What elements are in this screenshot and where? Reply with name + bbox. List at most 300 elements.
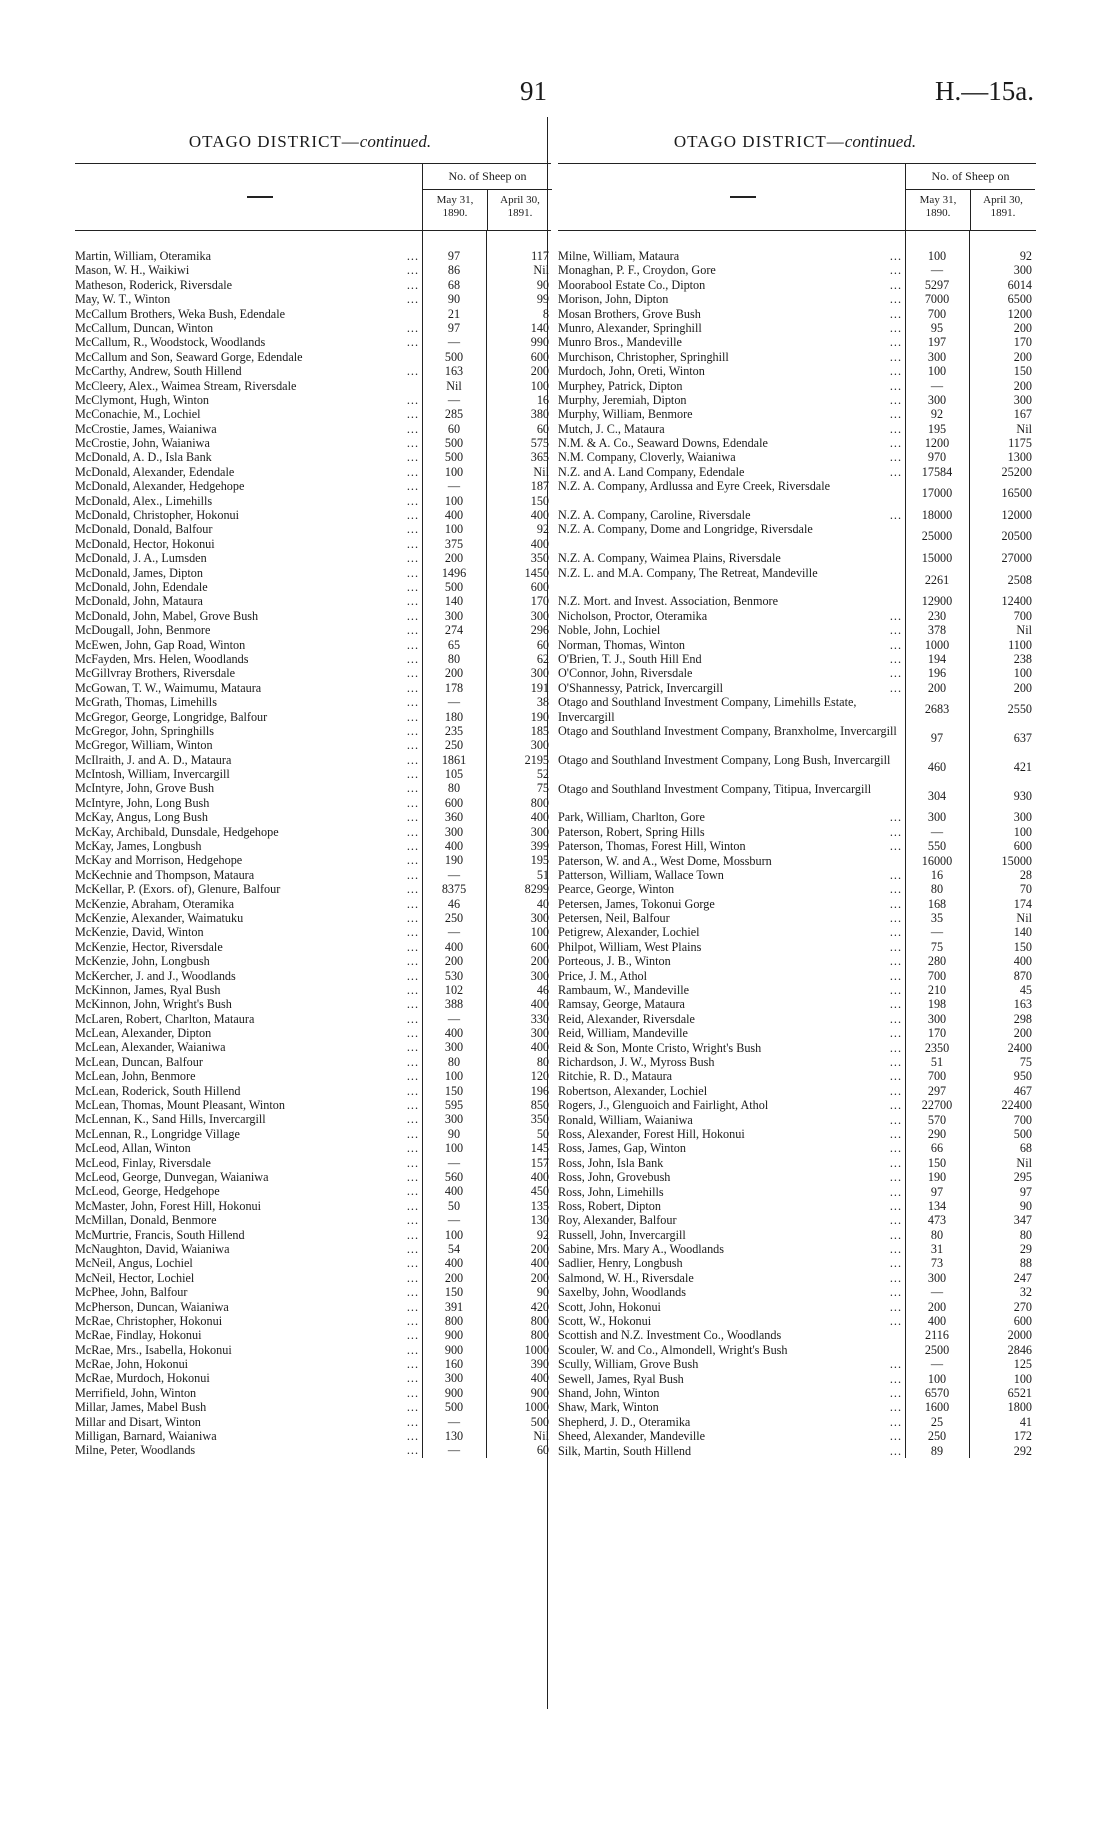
leader-dots: ... bbox=[406, 608, 419, 623]
table-row bbox=[558, 1084, 1036, 1098]
table-row bbox=[558, 1156, 1036, 1170]
table-row bbox=[75, 954, 551, 968]
owner-name: McKinnon, John, Wright's Bush bbox=[75, 997, 232, 1012]
owner-name: McPherson, Duncan, Waianiwa bbox=[75, 1299, 229, 1314]
sheep-1890: 500 bbox=[444, 349, 464, 364]
sheep-count-header bbox=[422, 164, 552, 230]
leader-dots: ... bbox=[406, 1184, 419, 1199]
sheep-1890: 400 bbox=[444, 839, 464, 854]
table-row bbox=[558, 350, 1036, 364]
sheep-1891: 99 bbox=[536, 292, 549, 307]
leader-dots: ... bbox=[889, 1054, 902, 1069]
sheep-1890: 95 bbox=[930, 320, 944, 335]
sheep-1891: 90 bbox=[536, 1285, 549, 1300]
sheep-1890: 25000 bbox=[921, 529, 953, 544]
sheep-1890: 100 bbox=[444, 1227, 464, 1242]
leader-dots: ... bbox=[406, 939, 419, 954]
sheep-1890: 46 bbox=[447, 896, 461, 911]
leader-dots: ... bbox=[406, 1357, 419, 1372]
sheep-1891: 174 bbox=[1013, 896, 1032, 911]
table-row bbox=[558, 450, 1036, 464]
sheep-1890: 2116 bbox=[925, 1328, 949, 1343]
leader-dots: ... bbox=[406, 421, 419, 436]
leader-dots: ... bbox=[406, 594, 419, 609]
sheep-1890: 75 bbox=[930, 939, 944, 954]
sheep-1891: 400 bbox=[1013, 954, 1032, 969]
leader-dots: ... bbox=[406, 249, 419, 263]
table-row bbox=[75, 911, 551, 925]
table-row bbox=[75, 1343, 551, 1357]
sheep-1890: 2683 bbox=[924, 702, 950, 717]
table-row bbox=[558, 825, 1036, 839]
owner-name: Murphy, William, Benmore bbox=[558, 407, 693, 422]
leader-dots: ... bbox=[889, 810, 902, 825]
sheep-1891: 400 bbox=[530, 1170, 549, 1184]
table-row bbox=[75, 983, 551, 997]
owner-name: N.Z. A. Company, Caroline, Riversdale bbox=[558, 508, 751, 523]
leader-dots: ... bbox=[889, 320, 902, 335]
owner-name: Petersen, James, Tokonui Gorge bbox=[558, 896, 715, 911]
table-row bbox=[558, 1314, 1036, 1328]
owner-name: N.Z. A. Company, Ardlussa and Eyre Creek, Riversdale bbox=[558, 479, 831, 494]
sheep-1891: 2000 bbox=[1007, 1328, 1032, 1343]
right-table-body bbox=[558, 249, 1036, 1458]
sheep-1891: 637 bbox=[1013, 730, 1032, 745]
table-row bbox=[75, 1314, 551, 1328]
owner-name: Salmond, W. H., Riversdale bbox=[558, 1270, 694, 1285]
sheep-1890: 160 bbox=[444, 1357, 464, 1372]
owner-name: McCarthy, Andrew, South Hillend bbox=[75, 364, 242, 379]
table-row bbox=[558, 522, 1036, 551]
sheep-1890: 35 bbox=[930, 911, 944, 926]
sheep-1891: 1175 bbox=[1008, 436, 1032, 451]
sheep-1891: 62 bbox=[536, 651, 549, 666]
owner-name: Park, William, Charlton, Gore bbox=[558, 810, 705, 825]
owner-name: Munro Bros., Mandeville bbox=[558, 335, 682, 350]
table-row bbox=[558, 681, 1036, 695]
sheep-1891: 400 bbox=[530, 1040, 549, 1055]
owner-name: Richardson, J. W., Myross Bush bbox=[558, 1054, 715, 1069]
owner-name: Munro, Alexander, Springhill bbox=[558, 320, 702, 335]
table-row bbox=[558, 479, 1036, 508]
sheep-1891: 247 bbox=[1013, 1270, 1032, 1285]
leader-dots: ... bbox=[889, 1155, 902, 1170]
leader-dots: ... bbox=[889, 450, 902, 465]
leader-dots: ... bbox=[889, 1126, 902, 1141]
leader-dots: ... bbox=[406, 1011, 419, 1026]
sheep-1890: — bbox=[930, 1285, 944, 1300]
sheep-1890: — bbox=[447, 1414, 461, 1429]
sheep-1890: 97 bbox=[447, 320, 461, 335]
sheep-1891: 117 bbox=[531, 249, 549, 263]
leader-dots: ... bbox=[406, 1414, 419, 1429]
sheep-1890: 1200 bbox=[924, 436, 950, 451]
sheep-1891: 163 bbox=[1013, 997, 1032, 1012]
table-row bbox=[558, 1328, 1036, 1342]
table-row bbox=[558, 1098, 1036, 1112]
owner-name: McLeod, Allan, Winton bbox=[75, 1141, 191, 1156]
table-row bbox=[75, 1443, 551, 1457]
table-row bbox=[558, 609, 1036, 623]
leader-dots: ... bbox=[406, 997, 419, 1012]
owner-name: McCallum and Son, Seaward Gorge, Edendale bbox=[75, 349, 303, 364]
sheep-1890: 200 bbox=[444, 666, 464, 681]
table-row bbox=[558, 1170, 1036, 1184]
leader-dots: ... bbox=[406, 1270, 419, 1285]
sheep-1891: 575 bbox=[530, 436, 549, 451]
table-row bbox=[75, 710, 551, 724]
sheep-1891: 950 bbox=[1013, 1069, 1032, 1084]
sheep-1891: 850 bbox=[530, 1098, 549, 1113]
owner-name: Morison, John, Dipton bbox=[558, 292, 669, 307]
table-row bbox=[75, 609, 551, 623]
leader-dots: ... bbox=[406, 1198, 419, 1213]
leader-dots: ... bbox=[889, 1242, 902, 1257]
owner-name: Sadlier, Henry, Longbush bbox=[558, 1256, 683, 1271]
sheep-1890: 595 bbox=[444, 1098, 464, 1113]
table-row bbox=[75, 1300, 551, 1314]
table-row bbox=[75, 1112, 551, 1126]
sheep-1891: 400 bbox=[530, 536, 549, 551]
owner-name: Paterson, Thomas, Forest Hill, Winton bbox=[558, 839, 746, 854]
sheep-1891: 27000 bbox=[1001, 551, 1032, 566]
owner-name: McRae, John, Hokonui bbox=[75, 1357, 189, 1372]
owner-name: McDonald, Donald, Balfour bbox=[75, 522, 213, 537]
leader-dots: ... bbox=[406, 1385, 419, 1400]
table-row bbox=[75, 853, 551, 867]
sheep-1891: Nil bbox=[1016, 421, 1032, 436]
sheep-1891: 60 bbox=[536, 1443, 549, 1458]
leader-dots: ... bbox=[406, 1040, 419, 1055]
table-row bbox=[75, 278, 551, 292]
leader-dots: ... bbox=[406, 536, 419, 551]
leader-dots: ... bbox=[889, 1429, 902, 1444]
table-row bbox=[75, 810, 551, 824]
owner-name: Ramsay, George, Mataura bbox=[558, 997, 685, 1012]
leader-dots: ... bbox=[889, 1256, 902, 1271]
leader-dots: ... bbox=[406, 680, 419, 695]
sheep-1891: 100 bbox=[530, 378, 549, 393]
sheep-1890: 80 bbox=[930, 882, 944, 897]
table-row bbox=[75, 666, 551, 680]
leader-dots: ... bbox=[406, 407, 419, 422]
owner-name: McCrostie, John, Waianiwa bbox=[75, 436, 210, 451]
owner-name: Russell, John, Invercargill bbox=[558, 1227, 686, 1242]
sheep-1890: 400 bbox=[444, 939, 464, 954]
leader-dots: ... bbox=[406, 464, 419, 479]
leader-dots: ... bbox=[889, 680, 902, 695]
sheep-1891: 500 bbox=[1013, 1126, 1032, 1141]
table-row bbox=[558, 321, 1036, 335]
owner-name: May, W. T., Winton bbox=[75, 292, 171, 307]
table-row bbox=[558, 1055, 1036, 1069]
owner-name: Millar and Disart, Winton bbox=[75, 1414, 201, 1429]
sheep-1890: — bbox=[930, 263, 944, 278]
owner-name: McLean, John, Benmore bbox=[75, 1069, 196, 1084]
owner-name: N.Z. A. Company, Waimea Plains, Riversdale bbox=[558, 551, 781, 566]
leader-dots: ... bbox=[406, 723, 419, 738]
sheep-1890: — bbox=[447, 867, 461, 882]
sheep-1890: 300 bbox=[927, 1270, 947, 1285]
sheep-1890: 1000 bbox=[924, 637, 950, 652]
leader-dots: ... bbox=[406, 767, 419, 782]
sheep-1891: 330 bbox=[530, 1011, 549, 1026]
owner-name: Moorabool Estate Co., Dipton bbox=[558, 277, 706, 292]
owner-name: Pearce, George, Winton bbox=[558, 882, 675, 897]
owner-name: McLean, Thomas, Mount Pleasant, Winton bbox=[75, 1098, 285, 1113]
owner-name: Murdoch, John, Oreti, Winton bbox=[558, 364, 705, 379]
table-row bbox=[75, 350, 551, 364]
sheep-1891: 6521 bbox=[1007, 1385, 1032, 1400]
sheep-1891: 200 bbox=[530, 1241, 549, 1256]
table-row bbox=[75, 897, 551, 911]
sheep-1890: 16000 bbox=[921, 853, 953, 868]
leader-dots: ... bbox=[889, 364, 902, 379]
leader-dots: ... bbox=[406, 810, 419, 825]
table-row bbox=[558, 278, 1036, 292]
sheep-1890: 500 bbox=[444, 579, 464, 594]
table-row bbox=[558, 465, 1036, 479]
sheep-1890: 200 bbox=[927, 1299, 947, 1314]
sheep-1890: 297 bbox=[927, 1083, 947, 1098]
sheep-1890: 1600 bbox=[924, 1400, 950, 1415]
table-row bbox=[75, 767, 551, 781]
leader-dots: ... bbox=[406, 968, 419, 983]
sheep-1890: 570 bbox=[927, 1112, 947, 1127]
sheep-1891: 45 bbox=[1019, 983, 1032, 998]
table-row bbox=[558, 1041, 1036, 1055]
owner-name: Paterson, Robert, Spring Hills bbox=[558, 824, 705, 839]
sheep-1891: 172 bbox=[1013, 1429, 1032, 1444]
sheep-1890: 180 bbox=[444, 709, 464, 724]
sheep-1890: Nil bbox=[446, 378, 462, 393]
table-row bbox=[558, 882, 1036, 896]
sheep-1890: — bbox=[447, 695, 461, 710]
sheep-1890: 210 bbox=[927, 983, 947, 998]
sheep-1891: 400 bbox=[530, 810, 549, 825]
leader-dots: ... bbox=[889, 651, 902, 666]
owner-name: Martin, William, Oteramika bbox=[75, 249, 212, 263]
leader-dots: ... bbox=[406, 1213, 419, 1228]
owner-name: McKay, Archibald, Dunsdale, Hedgehope bbox=[75, 824, 279, 839]
leader-dots: ... bbox=[406, 1083, 419, 1098]
leader-dots: ... bbox=[889, 954, 902, 969]
sheep-1890: 900 bbox=[444, 1328, 464, 1343]
sheep-1890: 140 bbox=[444, 594, 464, 609]
leader-dots: ... bbox=[406, 882, 419, 897]
owner-name: McMillan, Donald, Benmore bbox=[75, 1213, 217, 1228]
leader-dots: ... bbox=[406, 1227, 419, 1242]
sheep-1891: 157 bbox=[530, 1155, 549, 1170]
leader-dots: ... bbox=[889, 1011, 902, 1026]
table-row bbox=[75, 407, 551, 421]
owner-name: McKenzie, Hector, Riversdale bbox=[75, 939, 223, 954]
owner-name: Rogers, J., Glenguoich and Fairlight, Athol bbox=[558, 1098, 769, 1113]
sheep-1890: 17000 bbox=[921, 486, 953, 501]
owner-name: Milne, Peter, Woodlands bbox=[75, 1443, 196, 1458]
sheep-1891: 145 bbox=[530, 1141, 549, 1156]
sheep-1891: 187 bbox=[530, 479, 549, 494]
sheep-1891: Nil bbox=[533, 464, 549, 479]
owner-name: McLennan, R., Longridge Village bbox=[75, 1126, 240, 1141]
owner-name: McKay, James, Longbush bbox=[75, 839, 202, 854]
sheep-1891: 125 bbox=[1013, 1357, 1032, 1372]
owner-name: McDonald, Hector, Hokonui bbox=[75, 536, 215, 551]
owner-name: Sabine, Mrs. Mary A., Woodlands bbox=[558, 1242, 725, 1257]
right-table bbox=[558, 163, 1036, 1458]
owner-name: McLeod, George, Dunvegan, Waianiwa bbox=[75, 1170, 269, 1184]
sheep-1891: 700 bbox=[1013, 1112, 1032, 1127]
sheep-1891: 92 bbox=[1019, 249, 1032, 263]
sheep-1890: 600 bbox=[444, 795, 464, 810]
owner-name: Nicholson, Proctor, Oteramika bbox=[558, 608, 708, 623]
sheep-1890: 700 bbox=[927, 1069, 947, 1084]
sheep-1890: 700 bbox=[927, 306, 947, 321]
sheep-1891: 2508 bbox=[1007, 572, 1032, 587]
sheep-1890: — bbox=[930, 824, 944, 839]
owner-name: McFayden, Mrs. Helen, Woodlands bbox=[75, 651, 249, 666]
owner-name: O'Connor, John, Riversdale bbox=[558, 666, 693, 681]
owner-name: Mutch, J. C., Mataura bbox=[558, 421, 665, 436]
leader-dots: ... bbox=[406, 392, 419, 407]
sheep-1890: 970 bbox=[927, 450, 947, 465]
leader-dots: ... bbox=[889, 292, 902, 307]
leader-dots: ... bbox=[406, 1112, 419, 1127]
leader-dots: ... bbox=[889, 1170, 902, 1185]
table-row bbox=[75, 940, 551, 954]
owner-name: McGregor, George, Longridge, Balfour bbox=[75, 709, 268, 724]
owner-name: McDougall, John, Benmore bbox=[75, 623, 211, 638]
table-row bbox=[75, 1256, 551, 1270]
sheep-1890: 700 bbox=[927, 968, 947, 983]
leader-dots: ... bbox=[889, 939, 902, 954]
sheep-1890: 360 bbox=[444, 810, 464, 825]
sheep-1890: 25 bbox=[930, 1414, 944, 1429]
owner-name: Otago and Southland Investment Company, Titipua, Invercargill bbox=[558, 781, 872, 796]
leader-dots: ... bbox=[406, 867, 419, 882]
sheep-1891: 2846 bbox=[1007, 1342, 1032, 1357]
owner-name: Petigrew, Alexander, Lochiel bbox=[558, 925, 700, 940]
leader-dots: ... bbox=[889, 249, 902, 263]
table-row bbox=[558, 1199, 1036, 1213]
table-row bbox=[75, 436, 551, 450]
sheep-1891: 300 bbox=[530, 738, 549, 753]
table-row bbox=[558, 1127, 1036, 1141]
sheep-1890: 280 bbox=[927, 954, 947, 969]
sheep-1891: 298 bbox=[1013, 1011, 1032, 1026]
table-row bbox=[558, 911, 1036, 925]
sheep-1890: 8375 bbox=[441, 882, 467, 897]
table-row bbox=[75, 1213, 551, 1227]
owner-name: Ross, John, Grovebush bbox=[558, 1170, 671, 1185]
table-row bbox=[75, 321, 551, 335]
sheep-1891: 20500 bbox=[1001, 529, 1032, 544]
owner-name: N.Z. L. and M.A. Company, The Retreat, Mandeville bbox=[558, 565, 818, 580]
sheep-1891: 200 bbox=[1013, 320, 1032, 335]
sheep-1890: 80 bbox=[447, 651, 461, 666]
sheep-1890: 285 bbox=[444, 407, 464, 422]
owner-name: Robertson, Alexander, Lochiel bbox=[558, 1083, 708, 1098]
sheep-1891: 2195 bbox=[524, 752, 549, 767]
table-row bbox=[75, 307, 551, 321]
sheep-1891: 200 bbox=[530, 1270, 549, 1285]
owner-name: N.Z. A. Company, Dome and Longridge, Riversdale bbox=[558, 522, 813, 537]
sheep-1891: 295 bbox=[1013, 1170, 1032, 1185]
sheep-1890: 530 bbox=[444, 968, 464, 983]
name-column-dash bbox=[247, 196, 273, 198]
sheep-1890: 163 bbox=[444, 364, 464, 379]
leader-dots: ... bbox=[406, 1342, 419, 1357]
sheep-1890: 250 bbox=[444, 738, 464, 753]
table-row bbox=[75, 393, 551, 407]
leader-dots: ... bbox=[406, 551, 419, 566]
owner-name: McDonald, Alex., Limehills bbox=[75, 493, 213, 508]
sheep-1890: 100 bbox=[444, 493, 464, 508]
leader-dots: ... bbox=[406, 493, 419, 508]
owner-name: N.Z. and A. Land Company, Edendale bbox=[558, 464, 745, 479]
owner-name: Philpot, William, West Plains bbox=[558, 939, 702, 954]
left-table bbox=[75, 163, 551, 1458]
sheep-1891: 500 bbox=[530, 1414, 549, 1429]
table-row bbox=[75, 1386, 551, 1400]
sheep-1891: 1200 bbox=[1007, 306, 1032, 321]
table-row bbox=[75, 1069, 551, 1083]
sheep-1891: 38 bbox=[536, 695, 549, 710]
sheep-1891: 50 bbox=[536, 1126, 549, 1141]
name-column-dash bbox=[730, 196, 756, 198]
sheep-1890: 100 bbox=[927, 249, 947, 263]
leader-dots: ... bbox=[889, 623, 902, 638]
leader-dots: ... bbox=[406, 579, 419, 594]
owner-name: McLean, Alexander, Waianiwa bbox=[75, 1040, 226, 1055]
table-row bbox=[558, 1271, 1036, 1285]
owner-name: Mason, W. H., Waikiwi bbox=[75, 263, 190, 278]
owner-name: Milne, William, Mataura bbox=[558, 249, 680, 263]
leader-dots: ... bbox=[889, 263, 902, 278]
sheep-1891: 90 bbox=[536, 277, 549, 292]
table-row bbox=[75, 566, 551, 580]
leader-dots: ... bbox=[406, 508, 419, 523]
owner-name: Scottish and N.Z. Investment Co., Woodlands bbox=[558, 1328, 782, 1343]
sheep-1891: 6014 bbox=[1007, 277, 1032, 292]
sheep-1890: 73 bbox=[930, 1256, 944, 1271]
leader-dots: ... bbox=[889, 421, 902, 436]
table-row bbox=[75, 1199, 551, 1213]
leader-dots: ... bbox=[406, 896, 419, 911]
sheep-1891: 170 bbox=[1013, 335, 1032, 350]
sheep-1891: 100 bbox=[1013, 824, 1032, 839]
leader-dots: ... bbox=[406, 479, 419, 494]
owner-name: Scully, William, Grove Bush bbox=[558, 1357, 699, 1372]
owner-name: McCrostie, James, Waianiwa bbox=[75, 421, 217, 436]
sheep-1891: 150 bbox=[1013, 939, 1032, 954]
leader-dots: ... bbox=[889, 637, 902, 652]
table-row bbox=[75, 551, 551, 565]
sheep-1891: 29 bbox=[1019, 1242, 1032, 1257]
table-row bbox=[558, 1228, 1036, 1242]
sheep-1890: 250 bbox=[927, 1429, 947, 1444]
sheep-1891: 300 bbox=[1013, 263, 1032, 278]
owner-name: Ronald, William, Waianiwa bbox=[558, 1112, 693, 1127]
owner-name: McCallum, R., Woodstock, Woodlands bbox=[75, 335, 266, 350]
sheep-1890: — bbox=[447, 1011, 461, 1026]
sheep-1890: 400 bbox=[927, 1314, 947, 1329]
owner-name: McLeod, Finlay, Riversdale bbox=[75, 1155, 211, 1170]
table-row bbox=[75, 594, 551, 608]
table-row bbox=[75, 465, 551, 479]
leader-dots: ... bbox=[889, 839, 902, 854]
table-row bbox=[75, 379, 551, 393]
